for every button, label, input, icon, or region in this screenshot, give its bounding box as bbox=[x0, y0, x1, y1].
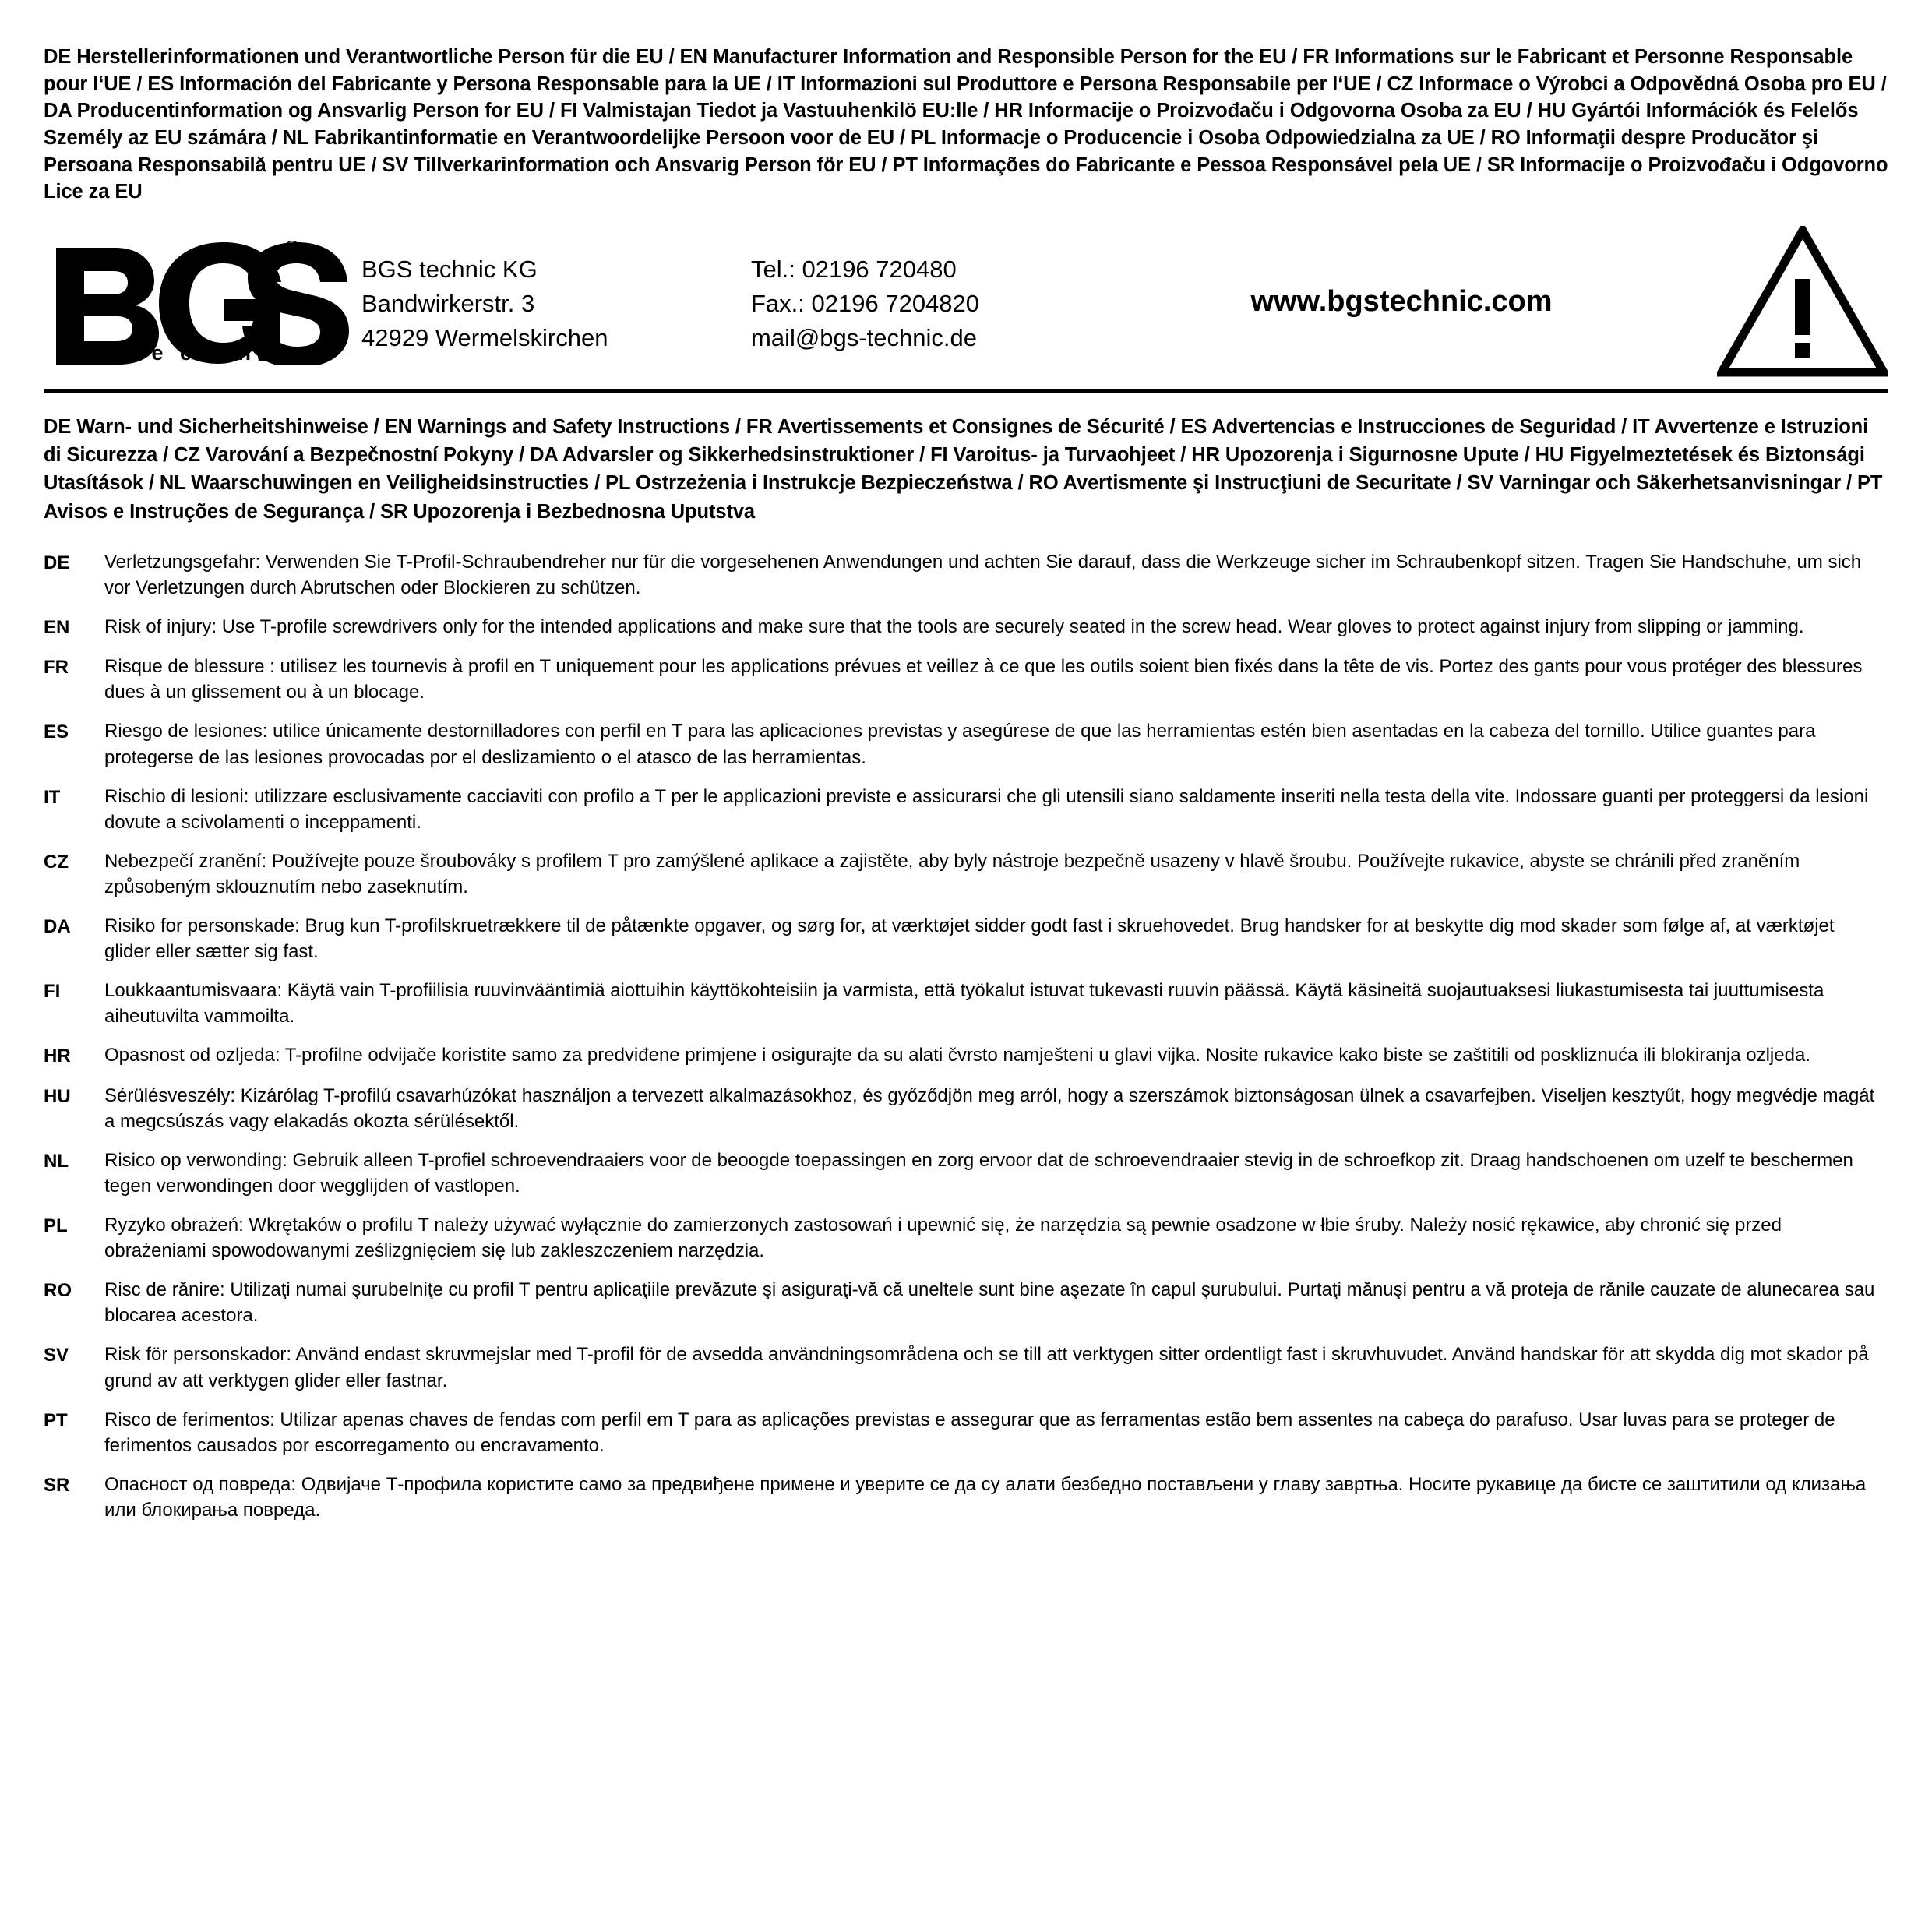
instruction-text: Risico op verwonding: Gebruik alleen T-profiel schroevendraaiers voor de beoogde toepassingen en zorg ervoor dat de schroevendraaier stevig in de schroefkop zit. Draag handschoenen om uzelf te beschermen tegen verwondingen door wegglijden of vastlopen. bbox=[104, 1149, 1853, 1197]
language-code: EN bbox=[44, 617, 70, 639]
svg-text:®: ® bbox=[284, 239, 301, 263]
svg-text:t e c h n i c: t e c h n i c bbox=[128, 340, 308, 365]
language-code: CZ bbox=[44, 851, 69, 873]
instruction-row-cz bbox=[44, 848, 1888, 900]
language-code: FR bbox=[44, 657, 69, 679]
instruction-row-hr bbox=[44, 1042, 1888, 1069]
company-name: BGS technic KG bbox=[361, 255, 538, 283]
safety-instructions-heading: DE Warn- und Sicherheitshinweise / EN Warnings and Safety Instructions / FR Avertissements et Consignes de Sécurité / ES Advertencias e Instrucciones de Seguridad / IT Avvertenze e Istruzioni di Sicurezza / CZ Varování a Bezpečnostní Pokyny / DA Advarsler og Sikkerhedsinstruktioner / FI Varoitus- ja Turvaohjeet / HR Upozorenja i Sigurnosne Upute / HU Figyelmeztetések és Biztonsági Utasítások / NL Waarschuwingen en Veiligheidsinstructies / PL Ostrzeżenia i Instrukcje Bezpieczeństwa / RO Avertismente şi Instrucţiuni de Securitate / SV Varningar och Säkerhetsanvisningar / PT Avisos e Instruções de Segurança / SR Upozorenja i Bezbednosna Uputstva bbox=[44, 416, 1883, 523]
instruction-row-it bbox=[44, 784, 1888, 835]
company-email: mail@bgs-technic.de bbox=[751, 323, 977, 351]
language-code: RO bbox=[44, 1280, 72, 1302]
instruction-list bbox=[44, 549, 1888, 1523]
instruction-text: Verletzungsgefahr: Verwenden Sie T-Profil-Schraubendreher nur für die vorgesehenen Anwendungen und achten Sie darauf, dass die Werkzeuge sicher im Schraubenkopf sitzen. Tragen Sie Handschuhe, um sich vor Verletzungen durch Abrutschen oder Blockieren zu schützen. bbox=[104, 551, 1862, 598]
instruction-text: Risque de blessure : utilisez les tournevis à profil en T uniquement pour les applications prévues et veillez à ce que les outils soient bien fixés dans la tête de vis. Portez des gants pour vous protéger des blessures dues à un glissement ou à un blocage. bbox=[104, 656, 1863, 703]
instruction-text: Opasnost od ozljeda: T-profilne odvijače koristite samo za predviđene primjene i osigurajte da su alati čvrsto namješteni u glavi vijka. Nosite rukavice kako biste se zaštitili od poskliznuća ili blokiranja ozljeda. bbox=[104, 1045, 1810, 1066]
instruction-row-es bbox=[44, 718, 1888, 770]
instruction-row-pl bbox=[44, 1212, 1888, 1264]
language-code: IT bbox=[44, 786, 61, 808]
company-street: Bandwirkerstr. 3 bbox=[361, 289, 535, 317]
bgs-logo bbox=[44, 240, 361, 365]
instruction-row-nl bbox=[44, 1148, 1888, 1199]
instruction-row-sr bbox=[44, 1472, 1888, 1523]
language-code: SR bbox=[44, 1474, 70, 1496]
instruction-text: Опасност од повреда: Одвијаче Т-профила користите само за предвиђене примене и уверите се да су алати безбедно постављени у главу завртња. Носите рукавице да бисте се заштитили од клизања или блокирања повреда. bbox=[104, 1473, 1867, 1521]
instruction-text: Risk för personskador: Använd endast skruvmejslar med T-profil för de avsedda användningsområdena och se till att verktygen sitter ordentligt fast i skruvhuvudet. Använd handskar för att skydda dig mot skador på grund av att verktygen glider eller fastnar. bbox=[104, 1344, 1869, 1391]
instruction-row-ro bbox=[44, 1277, 1888, 1328]
instruction-text: Sérülésveszély: Kizárólag T-profilú csavarhúzókat használjon a tervezett alkalmazásokhoz, és győződjön meg arról, hogy a szerszámok biztonságosan ülnek a csavarfejben. Viseljen kesztyűt, hogy megvédje magát a megcsúszás vagy elakadás okozta sérülésektől. bbox=[104, 1084, 1875, 1132]
instruction-row-da bbox=[44, 913, 1888, 964]
instruction-row-pt bbox=[44, 1407, 1888, 1458]
language-code: PT bbox=[44, 1409, 68, 1431]
manufacturer-info-title: DE Herstellerinformationen und Verantwortliche Person für die EU / EN Manufacturer Information and Responsible Person for the EU / FR Informations sur le Fabricant et Personne Responsable pour l‘UE / ES Información del Fabricante y Persona Responsable para la UE / IT Informazioni sul Produttore e Persona Responsabile per l‘UE / CZ Informace o Výrobci a Odpovědná Osoba pro EU / DA Producentinformation og Ansvarlig Person for EU / FI Valmistajan Tiedot ja Vastuuhenkilö EU:lle / HR Informacije o Proizvođaču i Odgovorna Osoba za EU / HU Gyártói Információk és Felelős Személy az EU számára / NL Fabrikantinformatie en Verantwoordelijke Persoon voor de EU / PL Informacje o Producencie i Osoba Odpowiedzialna za UE / RO Informaţii despre Producător şi Persoana Responsabilă pentru UE / SV Tillverkarinformation och Ansvarig Person för EU / PT Informações do Fabricante e Pessoa Responsável pela UE / SR Informacije o Proizvođaču i Odgovorno Lice za EU bbox=[44, 46, 1888, 203]
warning-triangle-icon bbox=[1709, 226, 1888, 378]
language-code: HU bbox=[44, 1085, 71, 1107]
instruction-text: Ryzyko obrażeń: Wkrętaków o profilu T należy używać wyłącznie do zamierzonych zastosowań i upewnić się, że narzędzia są pewnie osadzone w łbie śruby. Należy nosić rękawice, aby chronić się przed obrażeniami spowodowanymi ześlizgnięciem się lub zakleszczeniem narzędzia. bbox=[104, 1215, 1782, 1262]
language-code: HR bbox=[44, 1045, 71, 1067]
company-address bbox=[361, 249, 751, 355]
instruction-text: Risc de rănire: Utilizaţi numai şurubelniţe cu profil T pentru aplicaţiile prevăzute şi asiguraţi-vă că uneltele sunt bine aşezate în capul şurubului. Purtaţi mănuşi pentru a vă proteja de rănile cauzate de alunecarea sau blocarea acestora. bbox=[104, 1279, 1875, 1327]
instruction-row-sv bbox=[44, 1341, 1888, 1393]
language-code: ES bbox=[44, 721, 69, 743]
instruction-text: Risk of injury: Use T-profile screwdrivers only for the intended applications and make sure that the tools are securely seated in the screw head. Wear gloves to protect against injury from slipping or jamming. bbox=[104, 616, 1804, 638]
instruction-text: Risco de ferimentos: Utilizar apenas chaves de fendas com perfil em T para as aplicações previstas e assegurar que as ferramentas estão bem assentes na cabeça do parafuso. Usar luvas para se proteger de ferimentos causados por escorregamento ou encravamento. bbox=[104, 1408, 1835, 1456]
instruction-row-fr bbox=[44, 654, 1888, 705]
instruction-row-de bbox=[44, 549, 1888, 601]
language-code: PL bbox=[44, 1215, 68, 1237]
instruction-text: Nebezpečí zranění: Používejte pouze šroubováky s profilem T pro zamýšlené aplikace a zajistěte, aby byly nástroje bezpečně usazeny v hlavě šroubu. Používejte rukavice, abyste se chránili před zraněním způsobeným sklouznutím nebo zaseknutím. bbox=[104, 850, 1800, 897]
company-contact bbox=[751, 249, 1125, 355]
instruction-text: Loukkaantumisvaara: Käytä vain T-profiilisia ruuvinvääntimiä aiottuihin käyttökohteisiin ja varmista, että työkalut istuvat tukevasti ruuvin päässä. Käytä käsineitä suojautuaksesi liukastumisesta tai juuttumisesta aiheutuvilta vammoilta. bbox=[104, 980, 1824, 1028]
company-header bbox=[44, 226, 1888, 386]
instruction-text: Riesgo de lesiones: utilice únicamente destornilladores con perfil en T para las aplicaciones previstas y asegúrese de que las herramientas estén bien asentadas en la cabeza del tornillo. Utilice guantes para protegerse de las lesiones provocadas por el deslizamiento o el atasco de las herramientas. bbox=[104, 721, 1816, 768]
instruction-row-hu bbox=[44, 1083, 1888, 1134]
company-city: 42929 Wermelskirchen bbox=[361, 323, 608, 351]
language-code: DA bbox=[44, 916, 71, 938]
instruction-row-en bbox=[44, 614, 1888, 640]
company-tel: Tel.: 02196 720480 bbox=[751, 255, 957, 283]
instruction-text: Rischio di lesioni: utilizzare esclusivamente cacciaviti con profilo a T per le applicazioni previste e assicurarsi che gli utensili siano saldamente inseriti nella testa della vite. Indossare guanti per proteggersi da lesioni dovute a scivolamenti o inceppamenti. bbox=[104, 785, 1869, 833]
instruction-row-fi bbox=[44, 978, 1888, 1029]
header-divider bbox=[44, 389, 1888, 393]
company-fax: Fax.: 02196 7204820 bbox=[751, 289, 980, 317]
language-code: NL bbox=[44, 1150, 69, 1172]
language-code: SV bbox=[44, 1345, 69, 1366]
language-code: DE bbox=[44, 552, 70, 573]
instruction-text: Risiko for personskade: Brug kun T-profilskruetrækkere til de påtænkte opgaver, og sørg for, at værktøjet sidder godt fast i skruehovedet. Brug handsker for at beskytte dig mod skader som følge af, at værktøjet glider eller sætter sig fast. bbox=[104, 915, 1835, 963]
company-website: www.bgstechnic.com bbox=[1250, 285, 1553, 319]
language-code: FI bbox=[44, 981, 61, 1003]
